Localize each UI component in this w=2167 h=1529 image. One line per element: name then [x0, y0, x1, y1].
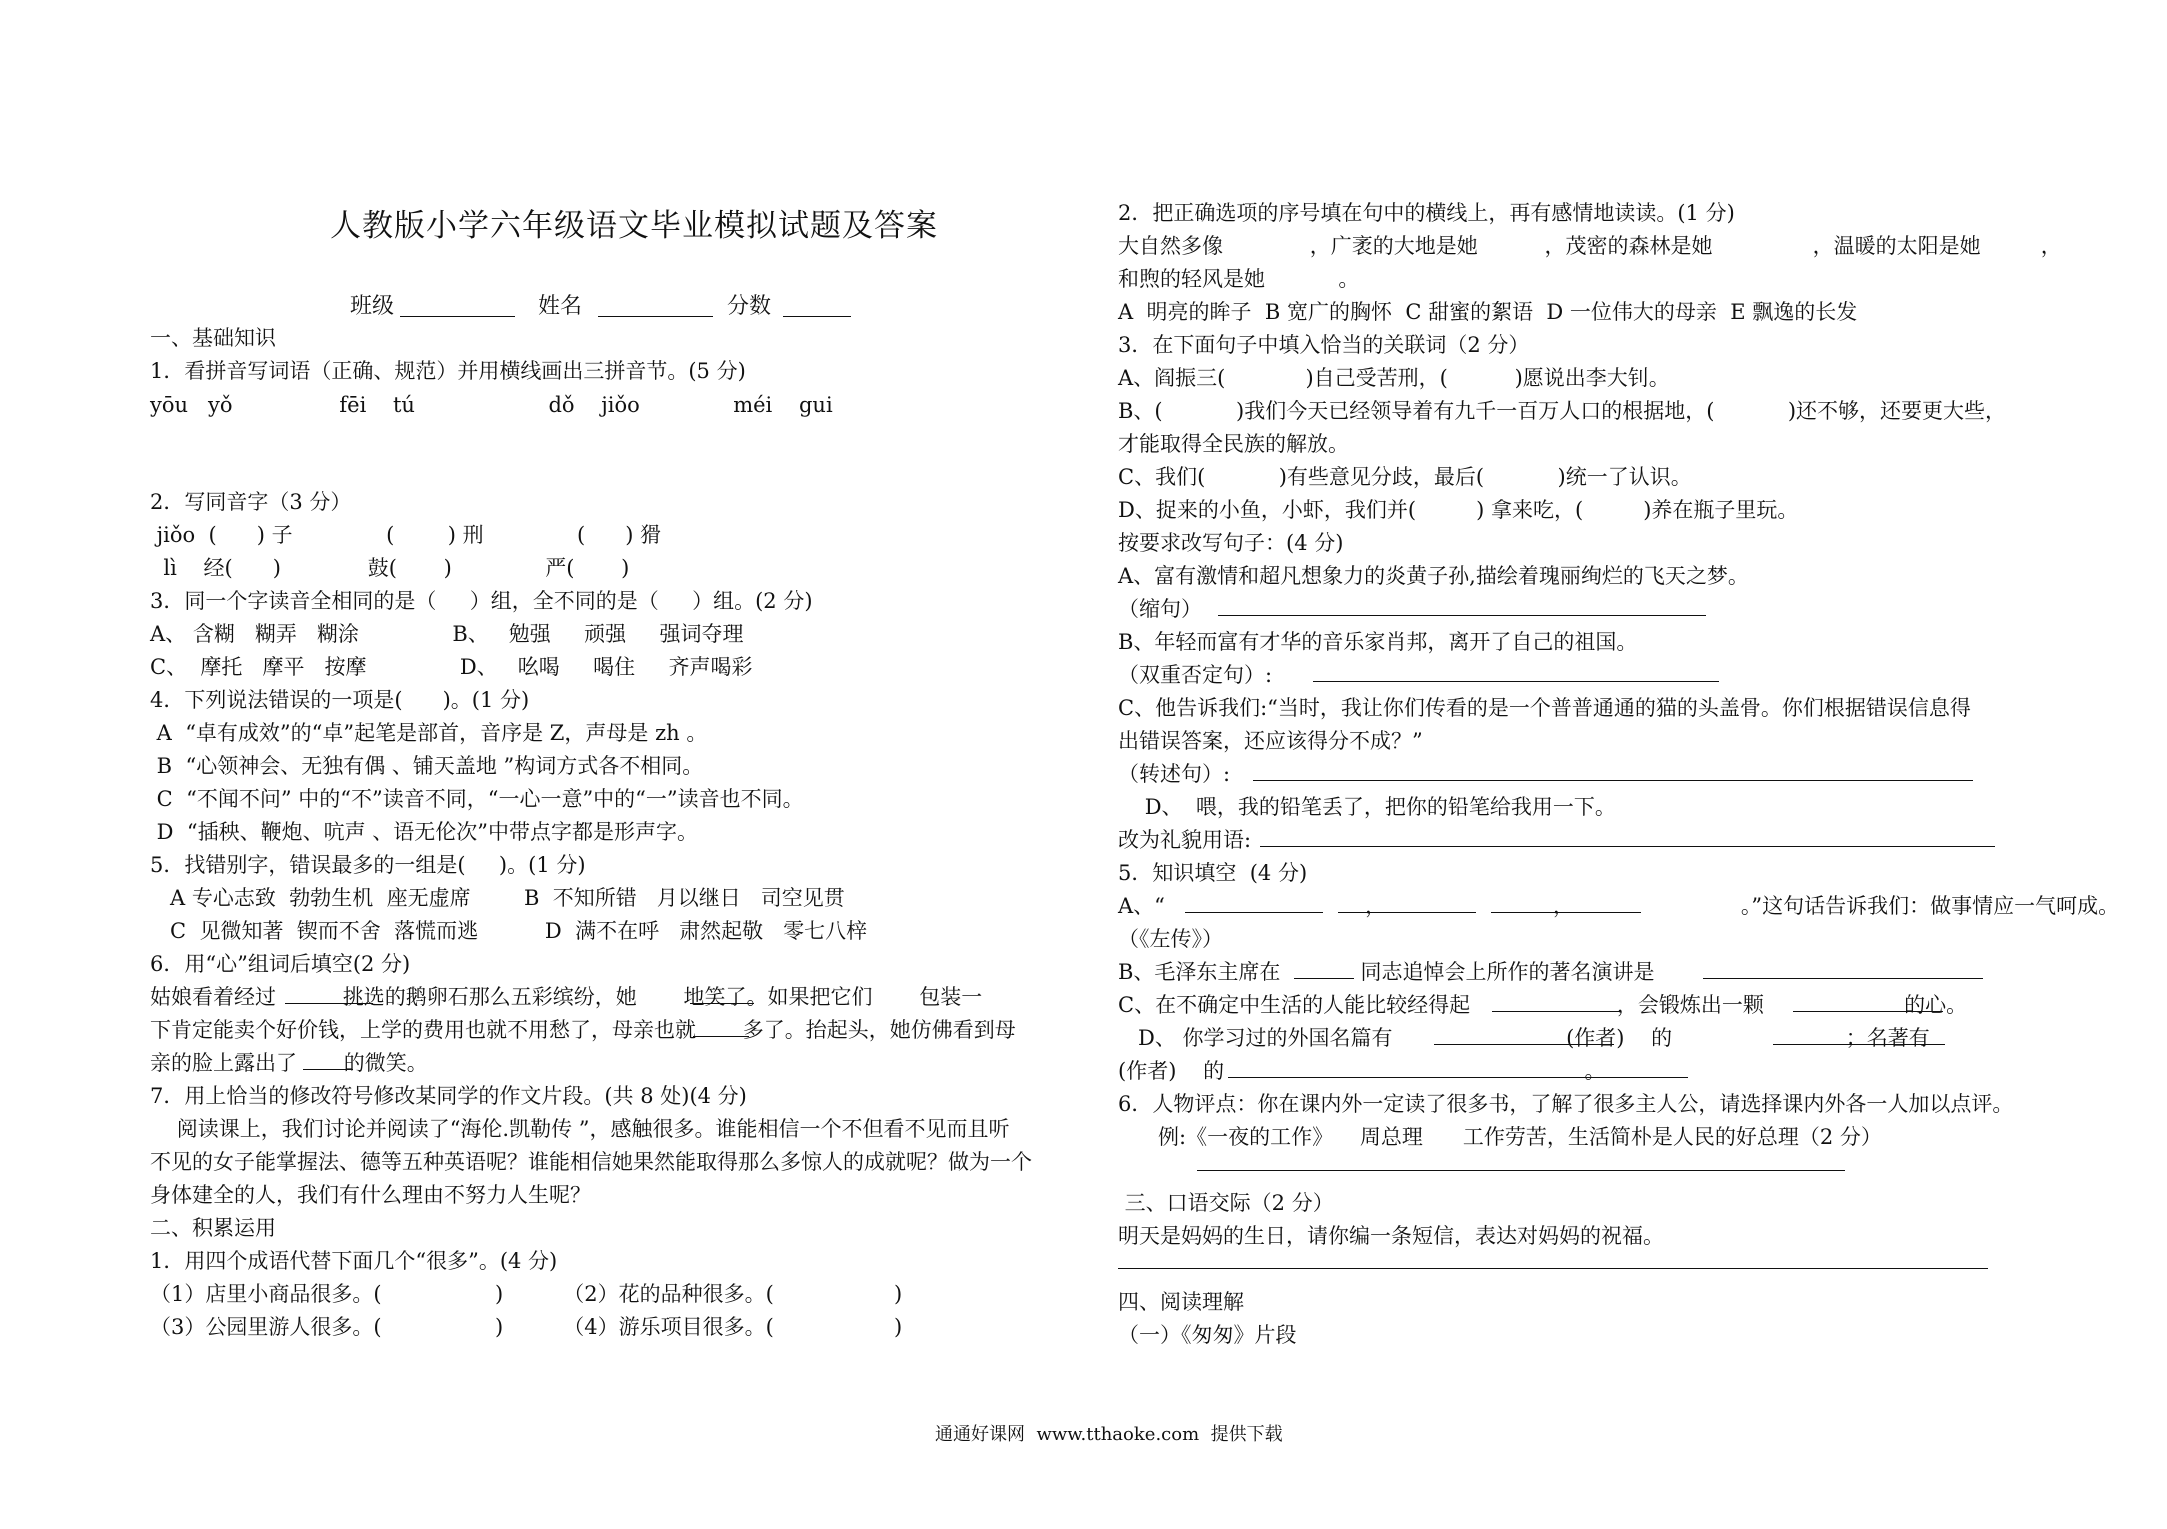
right-column-line: （缩句）: [1118, 597, 1202, 621]
right-column-line: C、我们( )有些意见分歧，最后( )统一了认识。: [1118, 465, 1692, 489]
left-column-line: 阅读课上，我们讨论并阅读了“海伦.凯勒传 ”，感触很多。谁能相信一个不但看不见而且听: [150, 1117, 1010, 1141]
blank-5b2[interactable]: [1703, 978, 1983, 979]
right-column-line: D、捉来的小鱼，小虾，我们并( ) 拿来吃，( )养在瓶子里玩。: [1118, 498, 1799, 522]
blank-suoju[interactable]: [1218, 615, 1706, 616]
right-column-line: A、阎振三( )自己受苦刑，( )愿说出李大钊。: [1118, 366, 1670, 390]
left-column-line: C 见微知著 锲而不舍 落慌而逃 D 满不在呼 肃然起敬 零七八梓: [150, 919, 868, 943]
right-column-line: 改为礼貌用语:: [1118, 828, 1252, 852]
left-column-line: 1．看拼音写词语（正确、规范）并用横线画出三拼音节。(5 分): [150, 359, 746, 383]
class-blank[interactable]: [400, 316, 515, 317]
right-column-line: 例:《一夜的工作》 周总理 工作劳苦，生活简朴是人民的好总理（2 分）: [1118, 1125, 1882, 1149]
right-column-line: (作者) 的 。: [1118, 1059, 1606, 1083]
left-column-line: A “卓有成效”的“卓”起笔是部首，音序是 Z，声母是 zh 。: [150, 721, 708, 745]
right-column-line: C、在不确定中生活的人能比较经得起 ，会锻炼出一颗 的心。: [1118, 993, 1968, 1017]
blank-zhuanshu[interactable]: [1253, 780, 1973, 781]
left-column-line: 下肯定能卖个好价钱，上学的费用也就不用愁了，母亲也就 多了。抬起头，她仿佛看到母: [150, 1018, 1016, 1042]
right-column-line: A、“ ， ， 。”这句话告诉我们：做事情应一气呵成。: [1118, 894, 2120, 918]
right-column-line: （《左传》）: [1118, 927, 1223, 951]
right-column-line: 3．在下面句子中填入恰当的关联词（2 分）: [1118, 333, 1530, 357]
right-column-line: 四、阅读理解: [1118, 1290, 1244, 1314]
right-column-line: 才能取得全民族的解放。: [1118, 432, 1349, 456]
left-column-line: lì 经( ) 鼓( ) 严( ): [150, 556, 630, 580]
right-column-line: B、毛泽东主席在 同志追悼会上所作的著名演讲是: [1118, 960, 1655, 984]
left-column-line: 2．写同音字（3 分）: [150, 490, 352, 514]
right-column-line: 出错误答案，还应该得分不成？”: [1118, 729, 1423, 753]
right-column-line: A、富有激情和超凡想象力的炎黄子孙,描绘着瑰丽绚烂的飞天之梦。: [1118, 564, 1749, 588]
right-column-line: 和煦的轻风是她 。: [1118, 267, 1360, 291]
footer-credit: 通通好课网 www.tthaoke.com 提供下载: [935, 1424, 1283, 1445]
right-column-line: 大自然多像 ，广袤的大地是她 ，茂密的森林是她 ，温暖的太阳是她 ，: [1118, 234, 2062, 258]
left-column-line: （3）公园里游人很多。( ) （4）游乐项目很多。( ): [150, 1315, 903, 1339]
right-column-line: B、( )我们今天已经领导着有九千一百万人口的根据地，( )还不够，还要更大些，: [1118, 399, 2007, 423]
left-column-line: B “心领神会、无独有偶 、铺天盖地 ”构词方式各不相同。: [150, 754, 704, 778]
right-column-line: 按要求改写句子：(4 分): [1118, 531, 1344, 555]
right-column-line: 6．人物评点：你在课内外一定读了很多书，了解了很多主人公，请选择课内外各一人加以点评。: [1118, 1092, 2014, 1116]
left-column-line: 姑娘看着经过 挑选的鹅卵石那么五彩缤纷，她 地笑了。如果把它们 包装一: [150, 985, 983, 1009]
left-column-line: 3．同一个字读音全相同的是（ ）组，全不同的是（ ）组。(2 分): [150, 589, 813, 613]
right-column-line: 三、口语交际（2 分）: [1118, 1191, 1334, 1215]
left-column-line: 亲的脸上露出了 的微笑。: [150, 1051, 428, 1075]
left-column-line: D “插秧、鞭炮、吭声 、语无伦次”中带点字都是形声字。: [150, 820, 699, 844]
left-column-line: 5．找错别字，错误最多的一组是( )。(1 分): [150, 853, 586, 877]
right-column-line: D、 你学习过的外国名篇有 (作者) 的 ；名著有: [1118, 1026, 1930, 1050]
blank-limao[interactable]: [1260, 846, 1995, 847]
left-column-line: （1）店里小商品很多。( ) （2）花的品种很多。( ): [150, 1282, 903, 1306]
right-column-line: （一）《匆匆》片段: [1118, 1323, 1297, 1347]
name-blank[interactable]: [598, 316, 713, 317]
left-column-line: yōu yǒ fēi tú dǒ jiǒo méi gui: [150, 393, 833, 417]
left-column-line: C、 摩托 摩平 按摩 D、 吆喝 喝住 齐声喝彩: [150, 655, 753, 679]
right-column-line: A 明亮的眸子 B 宽广的胸怀 C 甜蜜的絮语 D 一位伟大的母亲 E 飘逸的长发: [1118, 300, 1858, 324]
left-column-line: C “不闻不问” 中的“不”读音不同，“一心一意”中的“一”读音也不同。: [150, 787, 804, 811]
left-column-line: 不见的女子能掌握法、德等五种英语呢？谁能相信她果然能取得那么多惊人的成就呢？做为一个: [150, 1150, 1032, 1174]
score-label: 分数: [727, 294, 772, 319]
right-column-line: 2．把正确选项的序号填在句中的横线上，再有感情地读读。(1 分): [1118, 201, 1735, 225]
blank-shuangfou[interactable]: [1313, 681, 1719, 682]
blank-sms[interactable]: [1118, 1268, 1988, 1269]
left-column-line: 7．用上恰当的修改符号修改某同学的作文片段。(共 8 处)(4 分): [150, 1084, 747, 1108]
right-column-line: 明天是妈妈的生日，请你编一条短信，表达对妈妈的祝福。: [1118, 1224, 1664, 1248]
left-column-line: 4．下列说法错误的一项是( )。(1 分): [150, 688, 530, 712]
page-title: 人教版小学六年级语文毕业模拟试题及答案: [330, 208, 938, 244]
name-label: 姓名: [538, 294, 583, 319]
left-column-line: 二、积累运用: [150, 1216, 276, 1240]
blank-6-review[interactable]: [1197, 1170, 1845, 1171]
left-column-line: 一、基础知识: [150, 326, 276, 350]
right-column-line: （双重否定句）:: [1118, 663, 1273, 687]
right-column-line: （转述句）:: [1118, 762, 1231, 786]
class-label: 班级: [350, 294, 395, 319]
left-column-line: jiǒo ( ) 子 ( ) 刑 ( ) 猾: [150, 523, 662, 547]
right-column-line: B、年轻而富有才华的音乐家肖邦，离开了自己的祖国。: [1118, 630, 1638, 654]
right-column-line: C、他告诉我们:“当时，我让你们传看的是一个普普通通的猫的头盖骨。你们根据错误信息得: [1118, 696, 1971, 720]
score-blank[interactable]: [783, 316, 851, 317]
left-column-line: 6．用“心”组词后填空(2 分): [150, 952, 411, 976]
left-column-line: A 专心志致 勃勃生机 座无虚席 B 不知所错 月以继日 司空见贯: [150, 886, 845, 910]
left-column-line: A、 含糊 糊弄 糊涂 B、 勉强 顽强 强词夺理: [150, 622, 744, 646]
right-column-line: D、 喂，我的铅笔丢了，把你的铅笔给我用一下。: [1118, 795, 1616, 819]
right-column-line: 5．知识填空 (4 分): [1118, 861, 1308, 885]
left-column-line: 身体建全的人，我们有什么理由不努力人生呢？: [150, 1183, 591, 1207]
left-column-line: 1．用四个成语代替下面几个“很多”。(4 分): [150, 1249, 558, 1273]
